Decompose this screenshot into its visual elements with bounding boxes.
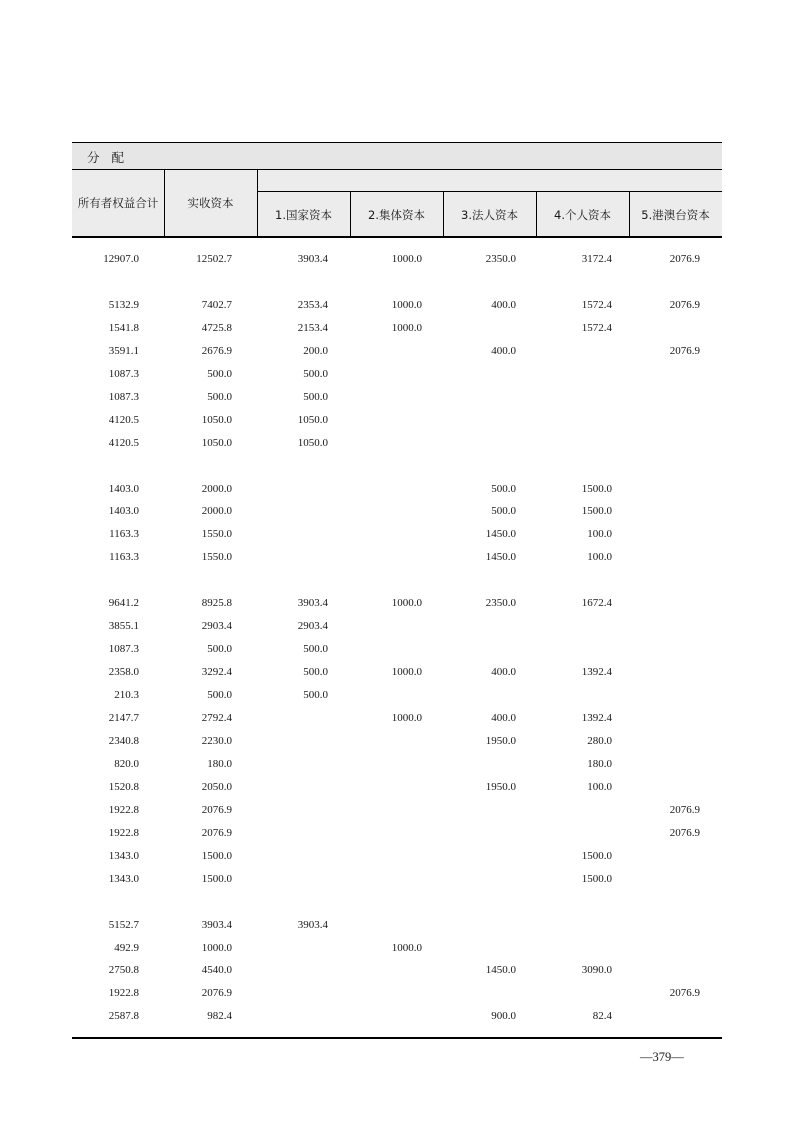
table-bottom-rule [72,1037,722,1039]
table-cell: 12502.7 [196,253,232,265]
table-cell: 1392.4 [581,666,612,679]
table-cell: 500.0 [207,390,232,403]
page-number: —379— [640,1050,684,1064]
table-cell: 500.0 [303,367,328,380]
table-cell: 12907.0 [103,253,139,265]
table-cell: 1000.0 [391,666,422,679]
table-cell: 400.0 [491,666,516,679]
table-cell: 1550.0 [201,528,232,541]
table-cell: 1000.0 [201,941,232,954]
table-cell: 1500.0 [581,849,612,862]
table-cell: 9641.2 [108,597,139,610]
table-cell: 1050.0 [297,436,328,449]
table-cell: 200.0 [303,344,328,357]
table-cell: 2076.9 [669,803,700,816]
table-cell: 3292.4 [201,666,232,679]
table-cell: 1087.3 [108,643,139,656]
table-cell: 1541.8 [108,321,139,334]
table-cell: 180.0 [207,757,232,770]
table-cell: 3591.1 [108,344,139,357]
table-cell: 500.0 [303,666,328,679]
table-cell: 1500.0 [581,872,612,885]
table-cell: 500.0 [303,689,328,702]
header-bottom-rule [72,236,722,238]
table-cell: 1000.0 [391,597,422,610]
table-cell: 1922.8 [108,803,139,816]
table-cell: 1000.0 [391,321,422,334]
table-cell: 900.0 [491,1010,516,1023]
table-cell: 1450.0 [485,528,516,541]
table-cell: 1500.0 [581,505,612,518]
table-cell: 1163.3 [109,551,139,564]
section-title: 分 配 [87,150,128,165]
column-header-paid-in-capital: 实收资本 [187,196,234,210]
table-cell: 2358.0 [108,666,139,679]
table-cell: 400.0 [491,712,516,724]
table-cell: 2076.9 [669,298,700,311]
table-cell: 500.0 [207,643,232,656]
table-cell: 2076.9 [669,344,700,357]
table-cell: 1050.0 [201,413,232,426]
column-header-state-capital: 1.国家资本 [275,208,332,222]
table-cell: 2147.7 [108,712,139,724]
table-cell: 1163.3 [109,528,139,541]
table-cell: 982.4 [207,1010,232,1023]
table-cell: 8925.8 [201,597,232,610]
section-band [72,143,722,170]
table-cell: 2750.8 [108,964,139,977]
table-cell: 500.0 [207,689,232,702]
table-cell: 2903.4 [201,620,232,633]
table-cell: 82.4 [592,1010,612,1023]
table-cell: 3903.4 [297,918,328,931]
table-cell: 500.0 [303,390,328,403]
table-cell: 2587.8 [108,1010,139,1023]
table-cell: 500.0 [491,482,516,495]
table-cell: 2076.9 [201,826,232,839]
table-cell: 1000.0 [391,712,422,724]
table-cell: 1500.0 [581,482,612,495]
table-cell: 1343.0 [108,872,139,885]
table-cell: 3903.4 [297,597,328,610]
table-cell: 1922.8 [108,987,139,1000]
table-cell: 2353.4 [297,298,328,311]
column-header-legal-person-capital: 3.法人资本 [461,208,518,222]
table-cell: 2350.0 [485,253,516,265]
table-cell: 2340.8 [108,734,139,747]
table-cell: 1403.0 [108,505,139,518]
header-divider [257,170,258,237]
table-cell: 1950.0 [485,734,516,747]
table-cell: 210.3 [114,689,139,702]
table-cell: 5132.9 [108,298,139,311]
table-cell: 2230.0 [201,734,232,747]
table-cell: 1087.3 [108,367,139,380]
table-cell: 280.0 [587,734,612,747]
table-cell: 1922.8 [108,826,139,839]
column-header-individual-capital: 4.个人资本 [554,208,611,222]
table-cell: 1550.0 [201,551,232,564]
table-cell: 2153.4 [297,321,328,334]
table-cell: 5152.7 [108,918,139,931]
table-cell: 2350.0 [485,597,516,610]
table-cell: 400.0 [491,344,516,357]
table-cell: 3172.4 [581,253,612,265]
table-cell: 1087.3 [108,390,139,403]
table-cell: 2792.4 [201,712,232,724]
table-cell: 1572.4 [581,321,612,334]
table-cell: 2903.4 [297,620,328,633]
table-cell: 3903.4 [297,253,328,265]
table-cell: 1000.0 [391,298,422,311]
table-cell: 2076.9 [201,803,232,816]
table-cell: 4120.5 [108,436,139,449]
table-cell: 1520.8 [108,780,139,793]
table-cell: 1343.0 [108,849,139,862]
table-cell: 2050.0 [201,780,232,793]
table-cell: 1392.4 [581,712,612,724]
table-cell: 2000.0 [201,505,232,518]
column-header-collective-capital: 2.集体资本 [368,208,425,222]
table-cell: 820.0 [114,757,139,770]
table-cell: 500.0 [207,367,232,380]
table-cell: 492.9 [114,941,139,954]
table-cell: 3903.4 [201,918,232,931]
column-header-hkmt-capital: 5.港澳台资本 [641,208,710,222]
table-cell: 1403.0 [108,482,139,495]
table-cell: 1572.4 [581,298,612,311]
table-cell: 1500.0 [201,872,232,885]
table-cell: 2076.9 [669,253,700,265]
table-cell: 1950.0 [485,780,516,793]
table-cell: 1000.0 [391,253,422,265]
table-cell: 3090.0 [581,964,612,977]
table-cell: 1000.0 [391,941,422,954]
table-cell: 3855.1 [108,620,139,633]
table-cell: 500.0 [303,643,328,656]
table-cell: 400.0 [491,298,516,311]
table-cell: 2076.9 [201,987,232,1000]
table-cell: 4540.0 [201,964,232,977]
column-header-total-equity: 所有者权益合计 [77,196,159,210]
table-cell: 2000.0 [201,482,232,495]
table-cell: 4120.5 [108,413,139,426]
table-cell: 1672.4 [581,597,612,610]
table-cell: 2076.9 [669,826,700,839]
table-cell: 500.0 [491,505,516,518]
table-cell: 100.0 [587,528,612,541]
table-cell: 1450.0 [485,964,516,977]
table-cell: 1500.0 [201,849,232,862]
table-cell: 100.0 [587,551,612,564]
table-cell: 1050.0 [201,436,232,449]
table-cell: 180.0 [587,757,612,770]
subheader-line [257,191,722,192]
table-cell: 2076.9 [669,987,700,1000]
table-cell: 2676.9 [201,344,232,357]
table-cell: 1450.0 [485,551,516,564]
table-cell: 100.0 [587,780,612,793]
table-cell: 4725.8 [201,321,232,334]
table-cell: 7402.7 [201,298,232,311]
table-cell: 1050.0 [297,413,328,426]
